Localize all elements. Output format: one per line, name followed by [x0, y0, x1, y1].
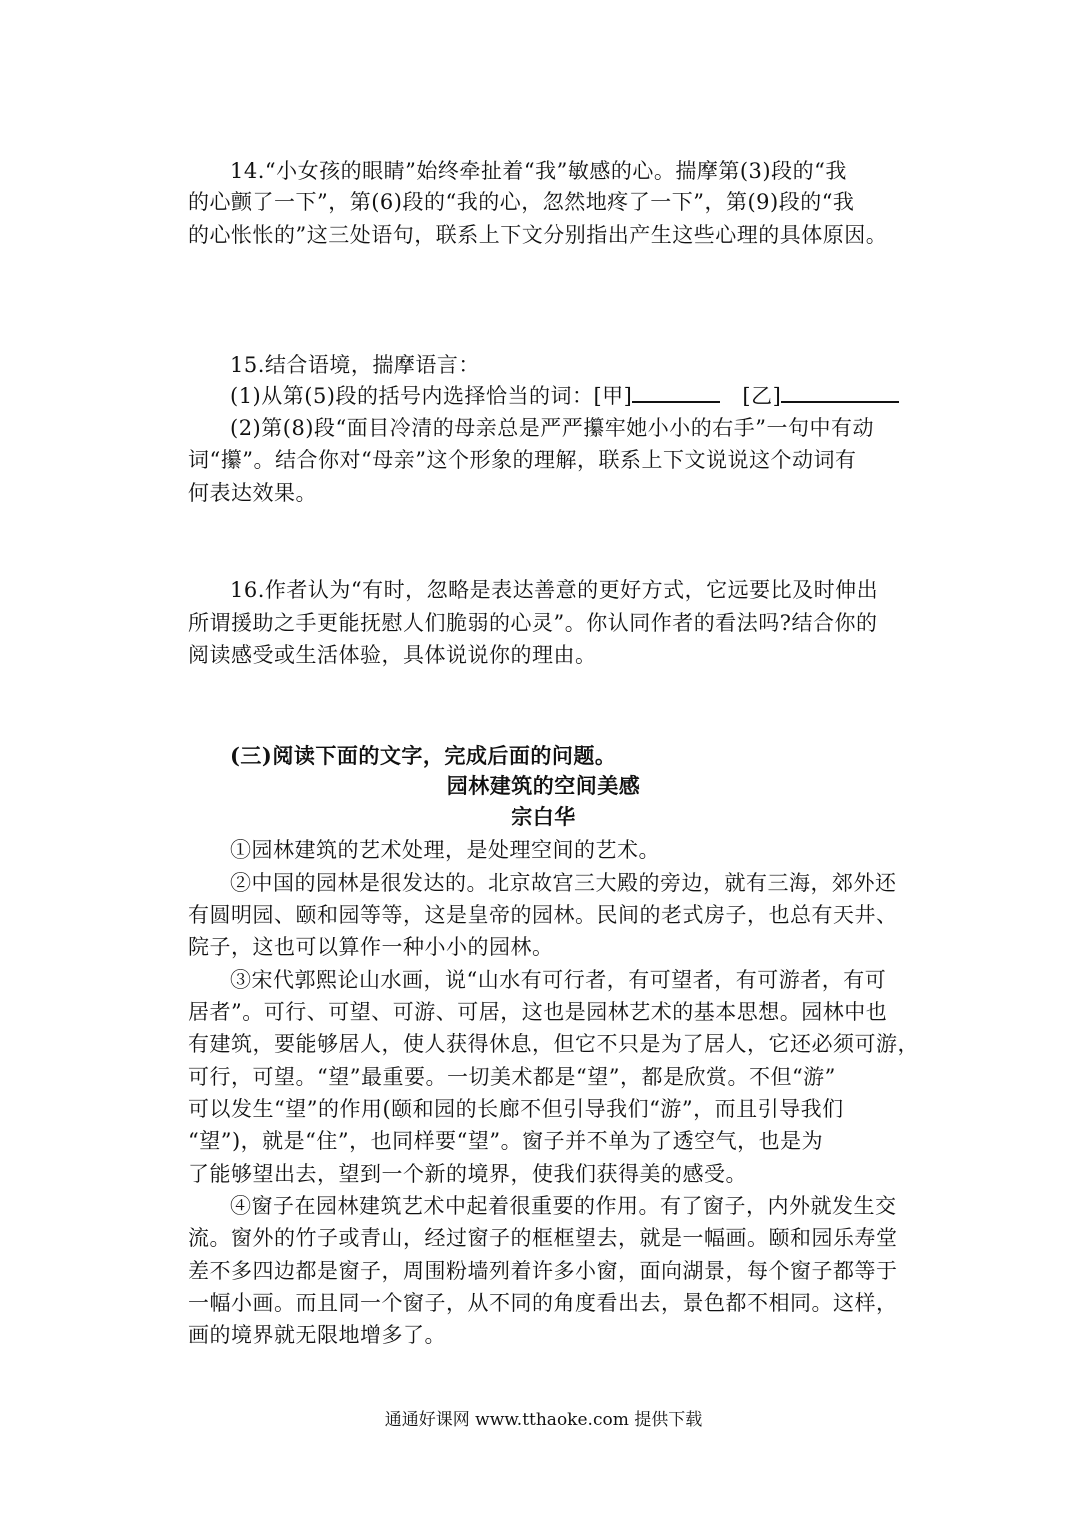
paragraph-2-line-2: 有圆明园、颐和园等等，这是皇帝的园林。民间的老式房子，也总有天井、 — [188, 903, 898, 927]
section-heading: (三)阅读下面的文字，完成后面的问题。 — [230, 743, 617, 768]
page-footer: 通通好课网 www.tthaoke.com 提供下载 — [384, 1410, 703, 1430]
q15-yi-label: [乙] — [742, 384, 782, 408]
q16-line-1: 16.作者认为“有时，忽略是表达善意的更好方式，它远要比及时伸出 — [230, 578, 879, 602]
q14-line-1: 14.“小女孩的眼睛”始终牵扯着“我”敏感的心。揣摩第(3)段的“我 — [230, 159, 847, 183]
paragraph-3-line-3: 有建筑，要能够居人，使人获得休息，但它不只是为了居人，它还必须可游， — [188, 1032, 919, 1056]
paragraph-4-line-4: 一幅小画。而且同一个窗子，从不同的角度看出去，景色都不相同。这样， — [188, 1291, 898, 1315]
answer-blank-jia[interactable] — [632, 379, 720, 403]
q14-line-3: 的心怅怅的”这三处语句，联系上下文分别指出产生这些心理的具体原因。 — [188, 223, 888, 247]
paragraph-3-line-7: 了能够望出去，望到一个新的境界，使我们获得美的感受。 — [188, 1162, 747, 1186]
q15-line-3: (2)第(8)段“面目冷清的母亲总是严严攥牢她小小的右手”一句中有动 — [230, 416, 874, 440]
paragraph-2-line-1: ②中国的园林是很发达的。北京故宫三大殿的旁边，就有三海，郊外还 — [230, 871, 897, 895]
paragraph-3-line-4: 可行，可望。“望”最重要。一切美术都是“望”，都是欣赏。不但“游” — [188, 1065, 836, 1089]
q15-part1-prompt: (1)从第(5)段的括号内选择恰当的词：[甲] — [230, 384, 633, 408]
q15-line-5: 何表达效果。 — [188, 481, 317, 505]
paragraph-4-line-5: 画的境界就无限地增多了。 — [188, 1323, 446, 1347]
paragraph-4-line-2: 流。窗外的竹子或青山，经过窗子的框框望去，就是一幅画。颐和园乐寿堂 — [188, 1226, 898, 1250]
q15-line-4: 词“攥”。结合你对“母亲”这个形象的理解，联系上下文说说这个动词有 — [188, 448, 857, 472]
paragraph-3-line-1: ③宋代郭熙论山水画，说“山水有可行者，有可望者，有可游者，有可 — [230, 968, 887, 992]
paragraph-3-line-6: “望”)，就是“住”，也同样要“望”。窗子并不单为了透空气，也是为 — [188, 1129, 824, 1153]
answer-blank-yi[interactable] — [781, 379, 899, 403]
q15-line-2 — [230, 379, 899, 413]
q14-line-2: 的心颤了一下”，第(6)段的“我的心，忽然地疼了一下”，第(9)段的“我 — [188, 190, 855, 214]
paragraph-3-line-5: 可以发生“望”的作用(颐和园的长廊不但引导我们“游”，而且引导我们 — [188, 1097, 844, 1121]
paragraph-4-line-1: ④窗子在园林建筑艺术中起着很重要的作用。有了窗子，内外就发生交 — [230, 1194, 897, 1218]
paragraph-4-line-3: 差不多四边都是窗子，周围粉墙列着许多小窗，面向湖景，每个窗子都等于 — [188, 1259, 898, 1283]
paragraph-2-line-3: 院子，这也可以算作一种小小的园林。 — [188, 935, 554, 959]
q16-line-2: 所谓援助之手更能抚慰人们脆弱的心灵”。你认同作者的看法吗?结合你的 — [188, 611, 878, 635]
paragraph-3-line-2: 居者”。可行、可望、可游、可居，这也是园林艺术的基本思想。园林中也 — [188, 1000, 888, 1024]
q16-line-3: 阅读感受或生活体验，具体说说你的理由。 — [188, 643, 597, 667]
q15-line-1: 15.结合语境，揣摩语言： — [230, 353, 480, 377]
paragraph-1-line-1: ①园林建筑的艺术处理，是处理空间的艺术。 — [230, 838, 660, 862]
article-title: 园林建筑的空间美感 — [446, 773, 641, 798]
article-author: 宗白华 — [511, 804, 576, 829]
